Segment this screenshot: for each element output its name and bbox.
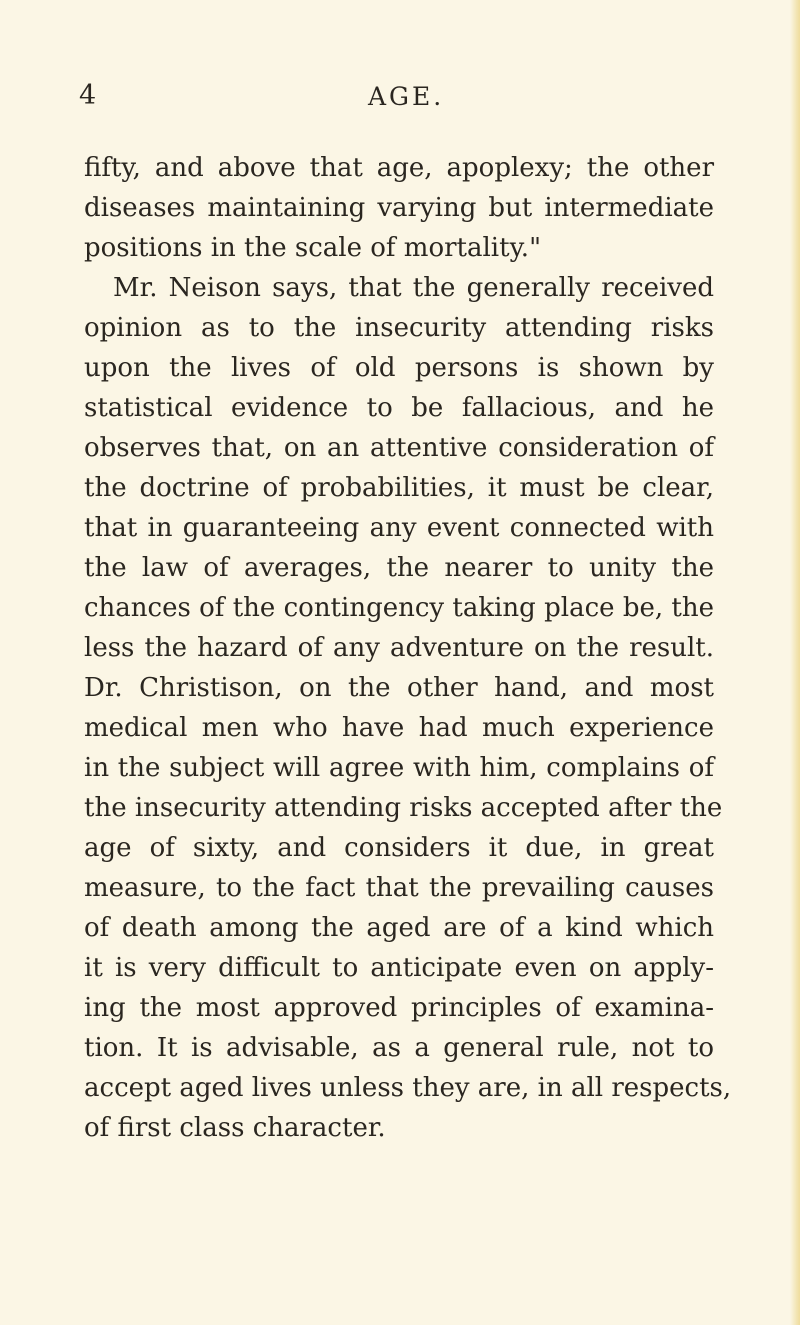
text-line: the insecurity attending risks accepted after the (84, 793, 723, 823)
text-line: ing the most approved principles of examina- (84, 993, 714, 1023)
page-number: 4 (79, 80, 97, 111)
text-line: of death among the aged are of a kind which (84, 913, 714, 943)
text-line: it is very difficult to anticipate even on apply- (84, 953, 714, 983)
text-line: upon the lives of old persons is shown by (84, 353, 714, 383)
text-line: Dr. Christison, on the other hand, and most (84, 673, 714, 703)
text-line: chances of the contingency taking place be, the (84, 593, 714, 623)
running-head: AGE. (368, 82, 445, 111)
page-edge (790, 0, 800, 1325)
text-line: Mr. Neison says, that the generally received (113, 273, 714, 303)
text-line: less the hazard of any adventure on the result. (84, 633, 714, 663)
text-line: positions in the scale of mortality." (84, 233, 542, 263)
text-line: in the subject will agree with him, complains of (84, 753, 714, 783)
text-line: of first class character. (84, 1113, 386, 1143)
text-line: statistical evidence to be fallacious, and he (84, 393, 714, 423)
text-line: tion. It is advisable, as a general rule, not to (84, 1033, 714, 1063)
text-line: opinion as to the insecurity attending risks (84, 313, 714, 343)
text-line: diseases maintaining varying but intermediate (84, 193, 714, 223)
text-line: observes that, on an attentive consideration of (84, 433, 714, 463)
text-line: age of sixty, and considers it due, in great (84, 833, 714, 863)
text-line: medical men who have had much experience (84, 713, 714, 743)
text-line: accept aged lives unless they are, in all respects, (84, 1073, 732, 1103)
text-line: fifty, and above that age, apoplexy; the other (84, 153, 714, 183)
text-line: measure, to the fact that the prevailing causes (84, 873, 714, 903)
text-line: that in guaranteeing any event connected with (84, 513, 714, 543)
text-line: the doctrine of probabilities, it must be clear, (84, 473, 714, 503)
text-line: the law of averages, the nearer to unity the (84, 553, 714, 583)
